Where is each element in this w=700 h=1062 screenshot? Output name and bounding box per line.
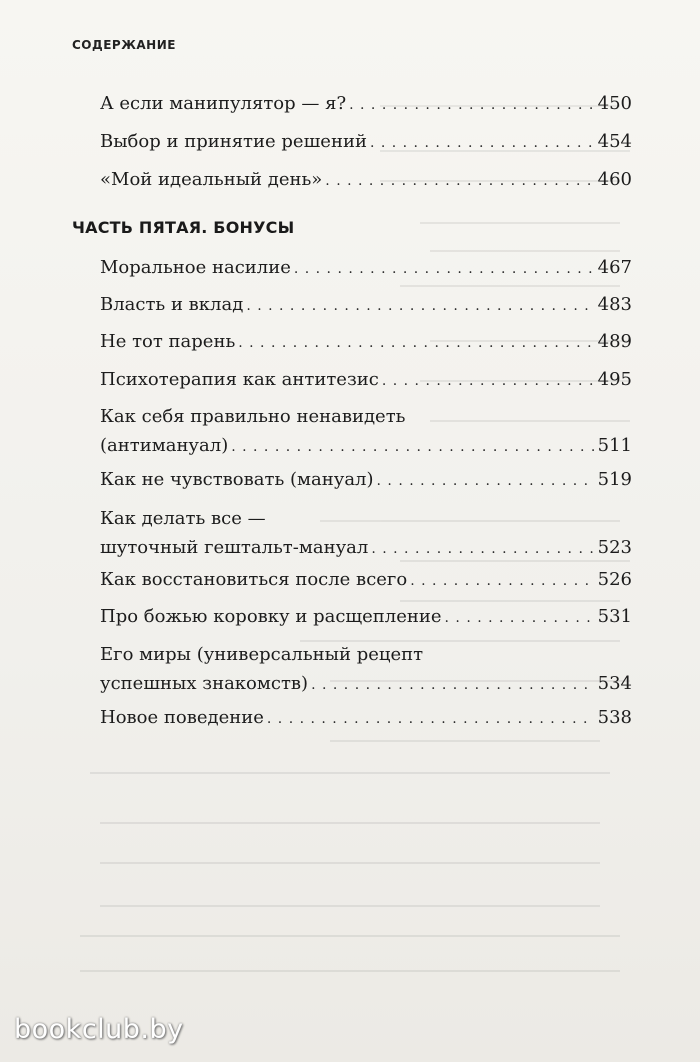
leader-dots (377, 469, 595, 493)
toc-entry (100, 130, 632, 155)
toc-entry-page: 523 (597, 537, 632, 558)
toc-entry-title: Новое поведение (100, 707, 264, 728)
toc-entry (100, 507, 632, 561)
toc-entry-title: А если манипулятор — я? (100, 93, 347, 114)
toc-entry-title: шуточный гештальт-мануал (100, 537, 369, 558)
leader-dots (382, 369, 595, 393)
toc-entry (100, 468, 632, 493)
toc-entry-page: 460 (597, 169, 632, 190)
leader-dots (325, 169, 594, 193)
toc-entry-title: успешных знакомств) (100, 673, 309, 694)
toc-entry-page: 538 (597, 707, 632, 728)
toc-entry-page: 467 (597, 257, 632, 278)
toc-entry-title: Как восстановиться после всего (100, 569, 408, 590)
toc-entry-title: Власть и вклад (100, 294, 244, 315)
toc-entry (100, 168, 632, 193)
part-title: ЧАСТЬ ПЯТАЯ. БОНУСЫ (72, 218, 295, 237)
leader-dots (231, 435, 594, 459)
toc-entry-title: Как не чувствовать (мануал) (100, 469, 374, 490)
leader-dots (246, 294, 594, 318)
running-head: СОДЕРЖАНИЕ (72, 38, 176, 52)
toc-entry-title: Моральное насилие (100, 257, 291, 278)
toc-entry-title: Выбор и принятие решений (100, 131, 367, 152)
toc-entry (100, 293, 632, 318)
toc-entry (100, 568, 632, 593)
toc-entry-page: 450 (597, 93, 632, 114)
toc-entry (100, 92, 632, 117)
toc-entry (100, 368, 632, 393)
toc-entry-title: Не тот парень (100, 331, 236, 352)
toc-entry (100, 405, 632, 459)
toc-entry-page: 526 (597, 569, 632, 590)
toc-entry-page: 531 (597, 606, 632, 627)
toc-entry-page: 483 (597, 294, 632, 315)
leader-dots (371, 537, 594, 561)
toc-entry-title-line1: Как себя правильно ненавидеть (100, 406, 406, 427)
leader-dots (410, 569, 594, 593)
leader-dots (294, 257, 595, 281)
leader-dots (370, 131, 595, 155)
toc-entry (100, 330, 632, 355)
toc-entry (100, 643, 632, 697)
site-watermark: bookclub.by (14, 1014, 184, 1045)
toc-entry-title: Психотерапия как антитезис (100, 369, 379, 390)
toc-entry-title: «Мой идеальный день» (100, 169, 323, 190)
toc-entry-page: 495 (597, 369, 632, 390)
toc-entry-page: 454 (597, 131, 632, 152)
toc-entry-title-line1: Его миры (универсальный рецепт (100, 644, 424, 665)
leader-dots (311, 673, 595, 697)
leader-dots (267, 707, 595, 731)
toc-entry (100, 256, 632, 281)
toc-entry (100, 706, 632, 731)
toc-entry-page: 519 (597, 469, 632, 490)
leader-dots (349, 93, 595, 117)
leader-dots (238, 331, 594, 355)
toc-entry-title: (антимануал) (100, 435, 229, 456)
toc-entry-page: 534 (597, 673, 632, 694)
toc-entry-page: 511 (597, 435, 632, 456)
leader-dots (445, 606, 595, 630)
toc-entry (100, 605, 632, 630)
toc-entry-title: Про божью коровку и расщепление (100, 606, 442, 627)
toc-entry-page: 489 (597, 331, 632, 352)
toc-entry-title-line1: Как делать все — (100, 508, 266, 529)
